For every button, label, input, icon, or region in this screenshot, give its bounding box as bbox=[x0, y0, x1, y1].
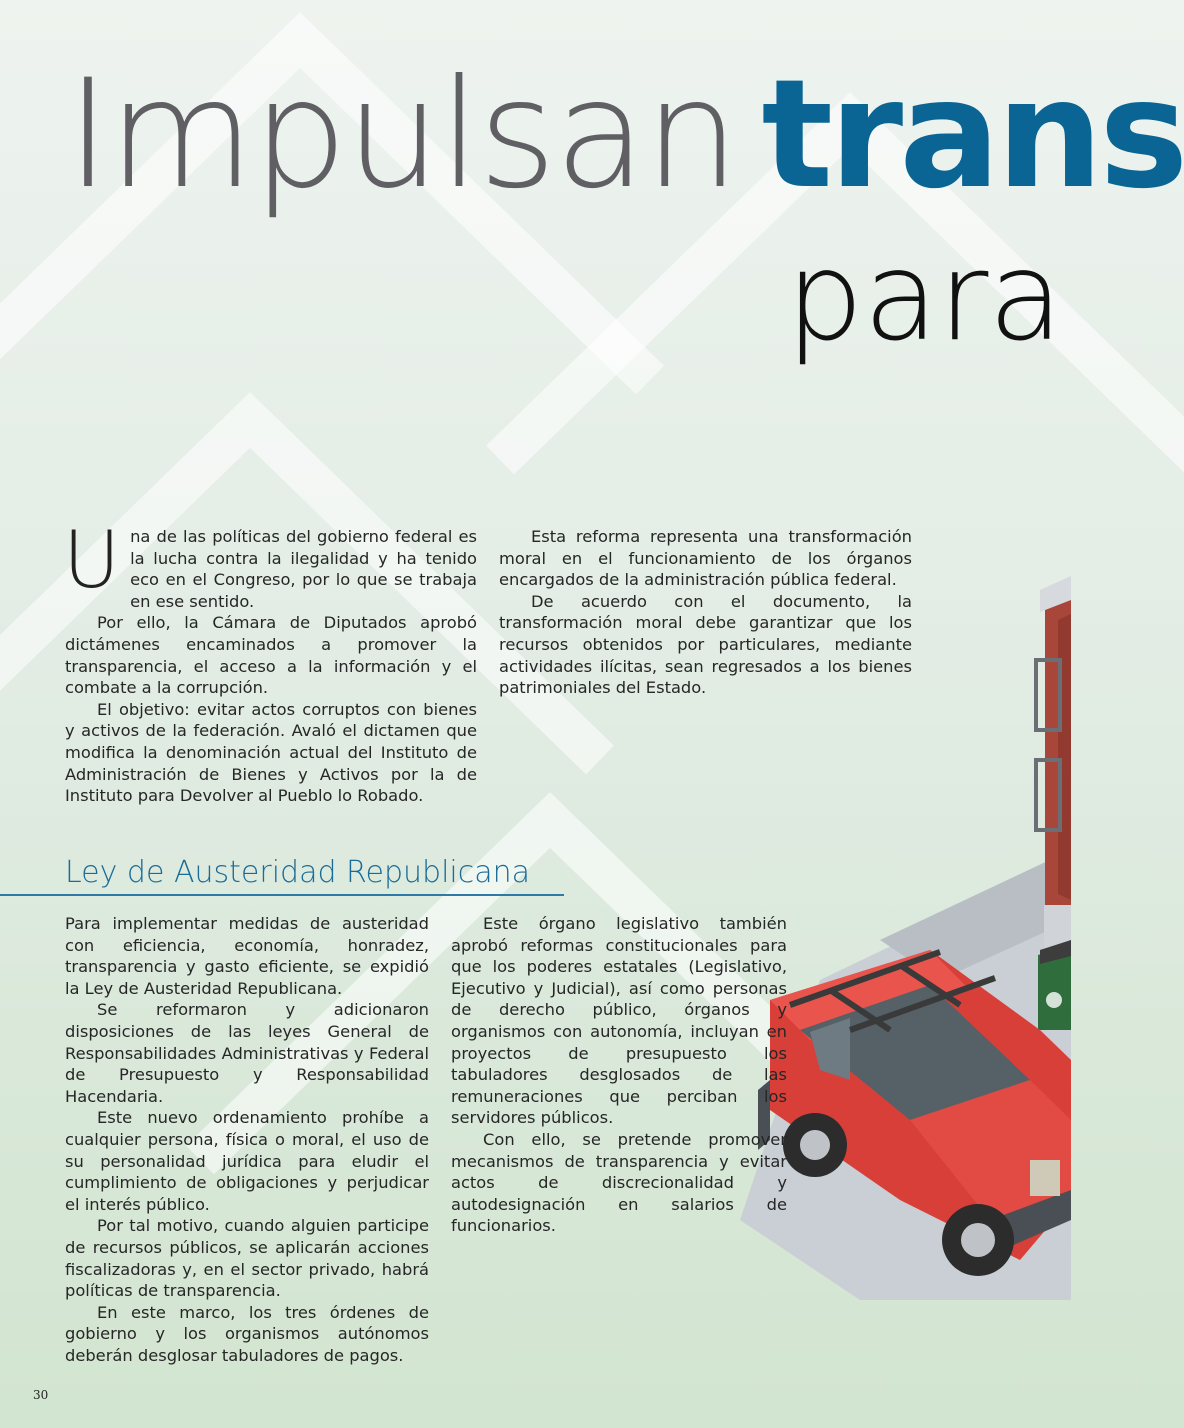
section-paragraph-2: Se reformaron y adicionaron disposiciones de las leyes General de Responsabilidades Administrativas y Federal de Presupuesto y Responsabilidad Hacendaria. bbox=[65, 1000, 429, 1106]
intro-column-left bbox=[63, 516, 477, 807]
intro-paragraph-2: Por ello, la Cámara de Diputados aprobó dictámenes encaminados a promover la transparencia, el acceso a la información y el combate a la corrupción. bbox=[65, 613, 477, 698]
headline-light: Impulsan bbox=[66, 48, 738, 222]
headline-bold: trans bbox=[761, 48, 1184, 222]
intro-paragraph-5: De acuerdo con el documento, la transformación moral debe garantizar que los recursos obtenidos por particulares, mediante actividades ilícitas, sean regresados a los bienes patrimoniales del Estado. bbox=[499, 591, 912, 698]
headline-line1 bbox=[66, 48, 1184, 222]
section-paragraph-3: Este nuevo ordenamiento prohíbe a cualquier persona, física o moral, el uso de su personalidad jurídica para eludir el cumplimiento de obligaciones y perjudicar el interés público. bbox=[65, 1108, 429, 1214]
intro-paragraph-3: El objetivo: evitar actos corruptos con bienes y activos de la federación. Avaló el dictamen que modifica la denominación actual del Instituto de Administración de Bienes y Activos por la de Instituto para Devolver al Pueblo lo Robado. bbox=[65, 699, 477, 806]
section-paragraph-4: Por tal motivo, cuando alguien participe de recursos públicos, se aplicarán acciones fiscalizadoras y, en el sector privado, habrá políticas de transparencia. bbox=[65, 1216, 429, 1301]
dropcap: U bbox=[63, 516, 121, 606]
section-paragraph-6: Este órgano legislativo también aprobó reformas constitucionales para que los poderes estatales (Legislativo, Ejecutivo y Judicial), así como personas de derecho público, órganos y organismos con autonomía, incluyan en proyectos de presupuesto los tabuladores desglosados de las remuneraciones que perciban los servidores públicos. bbox=[451, 914, 787, 1128]
intro-paragraph-1: Una de las políticas del gobierno federal es la lucha contra la ilegalidad y ha tenido eco en el Congreso, por lo que se trabaja en ese sentido. bbox=[63, 516, 477, 611]
headline-line2: para bbox=[786, 226, 1064, 368]
section-paragraph-1: Para implementar medidas de austeridad con eficiencia, economía, honradez, transparencia y gasto eficiente, se expidió la Ley de Austeridad Republicana. bbox=[65, 914, 429, 998]
intro-paragraph-4: Esta reforma representa una transformación moral en el funcionamiento de los órganos encargados de la administración pública federal. bbox=[499, 527, 912, 590]
section-heading-rule bbox=[0, 894, 564, 896]
section-column-right bbox=[451, 913, 787, 1237]
section-paragraph-5: En este marco, los tres órdenes de gobierno y los organismos autónomos deberán desglosar tabuladores de pagos. bbox=[65, 1302, 429, 1365]
section-paragraph-7: Con ello, se pretende promover mecanismos de transparencia y evitar actos de discrecionalidad y autodesignación en salarios de funcionarios. bbox=[451, 1129, 787, 1236]
intro-column-right bbox=[499, 526, 912, 699]
section-heading: Ley de Austeridad Republicana bbox=[65, 855, 531, 890]
section-column-left bbox=[65, 913, 429, 1366]
page-number: 30 bbox=[33, 1388, 49, 1402]
